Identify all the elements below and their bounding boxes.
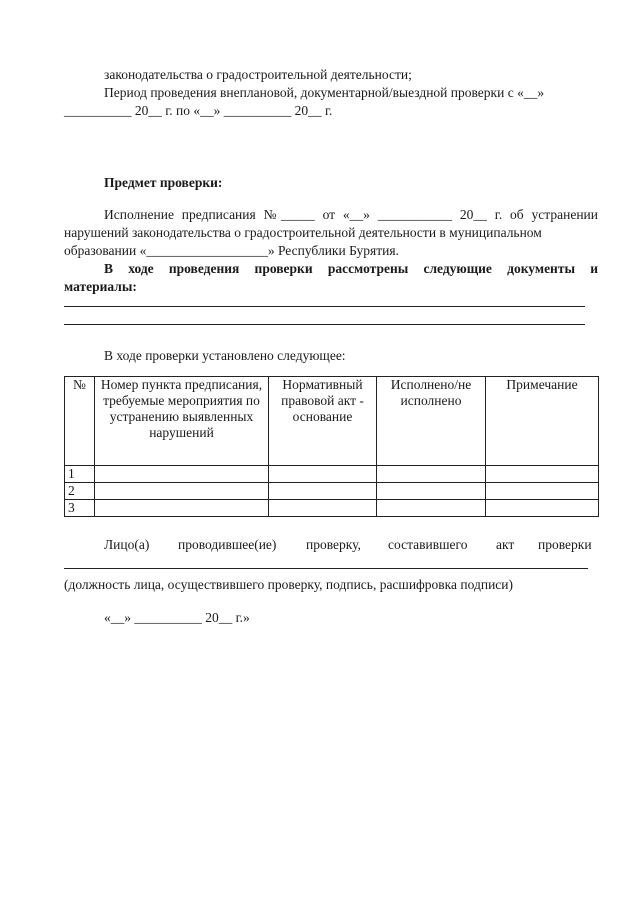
signature-caption: (должность лица, осуществившего проверку, подпись, расшифровка подписи) — [64, 577, 514, 592]
signature-word: Лицо(а) — [104, 537, 150, 552]
column-header-note: Примечание — [486, 377, 599, 466]
documents-line-2: материалы: — [64, 279, 137, 294]
table-row — [65, 466, 599, 483]
signature-word: составившего — [388, 537, 468, 552]
table-cell-number: 2 — [65, 483, 95, 500]
column-header-legal-act: Нормативный правовой акт - основание — [269, 377, 377, 466]
intro-line-1: законодательства о градостроительной деятельности; — [104, 67, 412, 82]
signature-word: проводившее(ие) — [178, 537, 277, 552]
column-header-number: № — [65, 377, 95, 466]
inspection-period-dates: __________ 20__ г. по «__» __________ 20__ г. — [64, 103, 333, 118]
table-cell — [377, 483, 486, 500]
subject-line-2: нарушений законодательства о градостроительной деятельности в муниципальном — [64, 225, 542, 240]
table-cell-number: 1 — [65, 466, 95, 483]
table-cell — [377, 500, 486, 517]
table-cell — [377, 466, 486, 483]
table-cell — [486, 500, 599, 517]
table-cell — [269, 483, 377, 500]
table-cell — [486, 483, 599, 500]
findings-intro: В ходе проверки установлено следующее: — [104, 348, 346, 363]
act-date: «__» __________ 20__ г.» — [104, 610, 250, 625]
subject-line-3: образовании «__________________» Республики Бурятия. — [64, 243, 399, 258]
table-cell-number: 3 — [65, 500, 95, 517]
column-header-status: Исполнено/не исполнено — [377, 377, 486, 466]
signature-word: акт — [496, 537, 515, 552]
signature-word: проверки — [538, 537, 592, 552]
table-cell — [269, 500, 377, 517]
subject-line-1: Исполнение предписания №_____ от «__» ___________ 20__ г. об устранении — [104, 207, 598, 222]
inspection-period-line: Период проведения внеплановой, документарной/выездной проверки с «__» — [104, 85, 545, 100]
table-cell — [269, 466, 377, 483]
inspection-table — [64, 376, 599, 517]
table-cell — [95, 500, 269, 517]
signature-word: проверку, — [306, 537, 361, 552]
table-row — [65, 500, 599, 517]
column-header-order-item: Номер пункта предписания, требуемые мероприятия по устранению выявленных нарушений — [95, 377, 269, 466]
documents-line-1: В ходе проведения проверки рассмотрены следующие документы и — [104, 261, 598, 276]
table-header-row — [65, 377, 599, 466]
table-cell — [95, 466, 269, 483]
table-row — [65, 483, 599, 500]
table-cell — [95, 483, 269, 500]
blank-line-1 — [64, 306, 585, 307]
subject-heading: Предмет проверки: — [104, 175, 223, 190]
table-cell — [486, 466, 599, 483]
signature-line — [64, 568, 588, 569]
blank-line-2 — [64, 324, 585, 325]
